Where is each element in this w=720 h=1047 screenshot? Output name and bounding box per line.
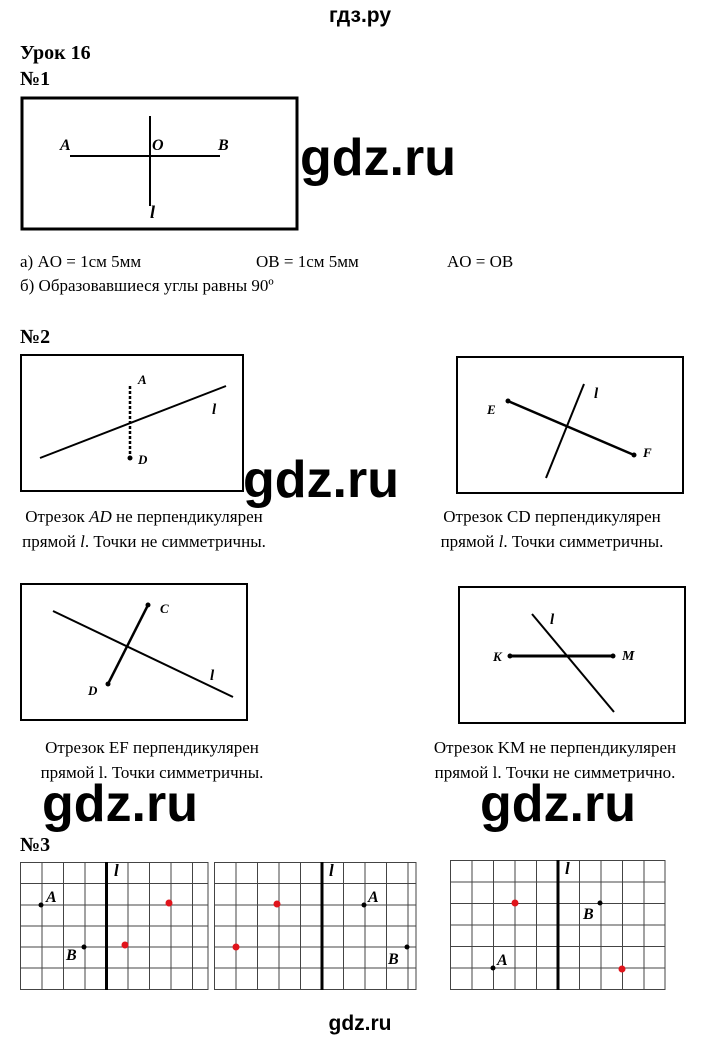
point-d [106, 682, 111, 687]
task2-caption-2 [408, 504, 696, 554]
task3-grid-1 [20, 860, 210, 992]
point-d [128, 456, 133, 461]
point-f-label: F [643, 445, 652, 460]
line-l-label: l [150, 202, 156, 222]
point-a [491, 966, 496, 971]
point-a [362, 903, 367, 908]
task3-grid-3 [450, 858, 668, 992]
point-b [405, 945, 410, 950]
caption-line: Отрезок KM не перпендикулярен [433, 738, 677, 757]
point-d-label: D [88, 683, 98, 698]
caption-line: прямой l. Точки не симметрично. [434, 763, 676, 782]
symmetric-point-a [274, 901, 281, 908]
task2-figure-2 [456, 356, 686, 496]
line-l-label: l [550, 612, 555, 628]
point-b-label: B [218, 137, 229, 154]
answer-eq: AO = OB [447, 252, 514, 271]
grid-lines [20, 862, 208, 990]
watermark: gdz.ru [243, 451, 399, 509]
task3-number: №3 [20, 834, 51, 856]
point-d-label: D [138, 452, 148, 467]
task2-figure-3 [20, 583, 250, 723]
point-m [611, 654, 616, 659]
point-a-label: A [60, 137, 71, 154]
figure-frame [457, 357, 683, 493]
line-l-label: l [212, 402, 217, 418]
symmetric-point-a [619, 966, 626, 973]
lesson-title: Урок 16 [20, 42, 91, 64]
answer-b: б) Образовавшиеся углы равны 90º [20, 276, 274, 295]
point-b [82, 945, 87, 950]
caption-line: прямой l. Точки не симметричны. [22, 532, 266, 551]
answer-ao: а) AO = 1см 5мм [20, 252, 142, 271]
figure-frame [21, 584, 247, 720]
line-l-label: l [210, 668, 215, 684]
point-e [506, 399, 511, 404]
point-o-label: O [152, 137, 164, 154]
symmetric-point-b [512, 900, 519, 907]
figure-frame [22, 98, 297, 229]
point-c [146, 603, 151, 608]
point-k-label: K [493, 649, 502, 664]
point-f [632, 453, 637, 458]
watermark: gdz.ru [300, 129, 456, 187]
point-e-label: E [487, 402, 496, 417]
point-a [39, 903, 44, 908]
segment-cd [108, 605, 148, 684]
line-l-label: l [114, 861, 119, 880]
line-l-label: l [594, 386, 599, 402]
symmetric-point-b [233, 944, 240, 951]
point-m-label: M [622, 649, 635, 664]
watermark: gdz.ru [42, 775, 198, 833]
task2-caption-1 [4, 504, 284, 554]
site-header: гдз.ру [328, 4, 392, 27]
task3-grid-2 [214, 860, 418, 992]
site-footer: gdz.ru [328, 1012, 392, 1035]
line-l [40, 386, 226, 458]
segment-ef [508, 401, 634, 455]
line-l [53, 611, 233, 697]
task1-figure [20, 96, 300, 232]
watermark: gdz.ru [480, 775, 636, 833]
caption-line: Отрезок CD перпендикулярен [443, 507, 661, 526]
task2-figure-4 [458, 586, 688, 726]
line-l-label: l [565, 859, 570, 878]
point-b-label: B [66, 947, 77, 964]
point-a-label: A [138, 372, 147, 387]
point-a-label: A [46, 889, 57, 906]
point-c-label: C [160, 601, 169, 616]
point-k [508, 654, 513, 659]
grid-lines [214, 862, 416, 990]
caption-line: прямой l. Точки симметричны. [440, 532, 664, 551]
point-a-label: A [368, 889, 379, 906]
point-b [598, 901, 603, 906]
point-b-label: B [583, 906, 594, 923]
caption-line: прямой l. Точки симметричны. [40, 763, 264, 782]
symmetric-point-a [166, 900, 173, 907]
caption-line: Отрезок EF перпендикулярен [45, 738, 259, 757]
symmetric-point-b [122, 942, 129, 949]
task2-figure-1 [20, 354, 246, 494]
answer-ob: OB = 1см 5мм [256, 252, 359, 271]
point-a-label: A [497, 952, 508, 969]
point-b-label: B [388, 951, 399, 968]
line-l-label: l [329, 861, 334, 880]
caption-line: Отрезок AD не перпендикулярен [25, 507, 263, 526]
line-l [532, 614, 614, 712]
task2-number: №2 [20, 326, 51, 348]
task1-number: №1 [20, 68, 51, 90]
